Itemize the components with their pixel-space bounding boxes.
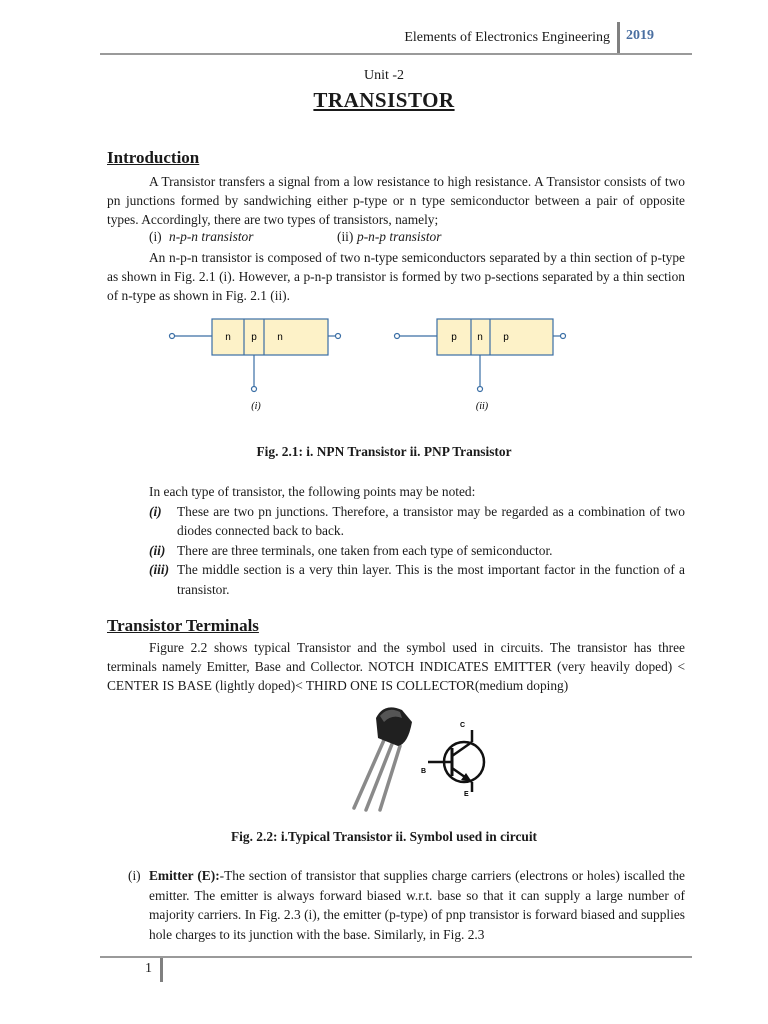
points-lead: In each type of transistor, the following points may be noted: xyxy=(149,484,476,499)
point-text-1: These are two pn junctions. Therefore, a transistor may be regarded as a combination of two diodes connected back to back. xyxy=(177,503,685,538)
terminals-paragraph xyxy=(107,638,685,695)
figure-2-1-caption: Fig. 2.1: i. NPN Transistor ii. PNP Transistor xyxy=(256,444,512,459)
footer-rule xyxy=(100,956,692,958)
type-npn-text: n-p-n transistor xyxy=(169,229,254,244)
page-number: 1 xyxy=(145,961,152,976)
fig1-label-ii: (ii) xyxy=(475,401,489,412)
fig1-label-i: (i) xyxy=(251,401,261,412)
emitter-term: Emitter (E): xyxy=(149,868,220,883)
point-text-3: The middle section is a very thin layer. This is the most important factor in the function of a transistor. xyxy=(177,562,685,597)
terminals-text: Figure 2.2 shows typical Transistor and the symbol used in circuits. The transistor has three terminals namely Emitter, Base and Collector. NOTCH INDICATES EMITTER (very heavily doped) < CENTER IS BASE (lightly doped)< THIRD ONE IS COLLECTOR(medium doping) xyxy=(107,640,685,693)
running-header-year: 2019 xyxy=(626,28,654,43)
symbol-label-collector: C xyxy=(460,722,466,729)
header-rule xyxy=(100,53,692,55)
transistor-symbol xyxy=(421,722,484,798)
type-npn-num: (i) xyxy=(149,229,162,244)
point-item-2 xyxy=(149,541,685,561)
emitter-text: -The section of transistor that supplies charge carriers (electrons or holes) iscalled the emitter. The emitter is always forward biased w.r.t. base so that it can supply a large number of majority carriers. In Fig. 2.3 (i), the emitter (p-type) of pnp transistor is forward biased and supplies hole charges to its junction with the base. Similarly, in Fig. 2.3 xyxy=(149,868,685,942)
section-heading-terminals: Transistor Terminals xyxy=(107,616,259,635)
section-heading-introduction: Introduction xyxy=(107,148,200,167)
point-num-2: (ii) xyxy=(149,542,166,558)
type-pnp-text: p-n-p transistor xyxy=(357,229,442,244)
footer-divider xyxy=(160,958,163,982)
point-item-3 xyxy=(149,560,685,599)
pnp-layer-3: p xyxy=(503,332,509,343)
pnp-diagram xyxy=(395,319,566,392)
emitter-num: (i) xyxy=(128,868,141,883)
point-text-2: There are three terminals, one taken from each type of semiconductor. xyxy=(177,542,553,558)
type-pnp-num: (ii) xyxy=(337,229,354,244)
symbol-label-emitter: E xyxy=(464,791,469,798)
npn-layer-1: n xyxy=(225,332,231,343)
header-divider xyxy=(617,22,620,54)
point-num-3: (iii) xyxy=(149,562,170,577)
figure-transistor-photo-symbol xyxy=(340,700,500,815)
points-list xyxy=(149,482,685,599)
npn-layer-2: p xyxy=(251,332,257,343)
emitter-paragraph xyxy=(128,866,685,944)
intro-text-1: A Transistor transfers a signal from a low resistance to high resistance. A Transistor consists of two pn junctions formed by sandwiching either p-type or n type semiconductor between a pair of opposite types. Accordingly, there are two types of transistors, namely; xyxy=(107,174,685,227)
running-header-title: Elements of Electronics Engineering xyxy=(404,30,610,45)
point-num-1: (i) xyxy=(149,503,162,519)
npn-diagram xyxy=(170,319,341,392)
pnp-layer-2: n xyxy=(477,332,483,343)
intro-paragraph-1 xyxy=(107,172,685,229)
figure-npn-pnp-diagram xyxy=(160,305,580,415)
figure-2-2-caption: Fig. 2.2: i.Typical Transistor ii. Symbol used in circuit xyxy=(230,829,538,844)
npn-layer-3: n xyxy=(277,332,283,343)
intro-paragraph-2 xyxy=(107,248,685,305)
transistor-package-illustration xyxy=(354,707,412,810)
pnp-layer-1: p xyxy=(451,332,457,343)
symbol-label-base: B xyxy=(421,768,427,775)
point-item-1 xyxy=(149,502,685,541)
intro-text-2: An n-p-n transistor is composed of two n-type semiconductors separated by a thin section of p-type as shown in Fig. 2.1 (i). However, a p-n-p transistor is formed by two p-sections separated by a thin section of n-type as shown in Fig. 2.1 (ii). xyxy=(107,250,685,303)
unit-label: Unit -2 xyxy=(363,68,405,83)
page-title: TRANSISTOR xyxy=(313,88,455,112)
